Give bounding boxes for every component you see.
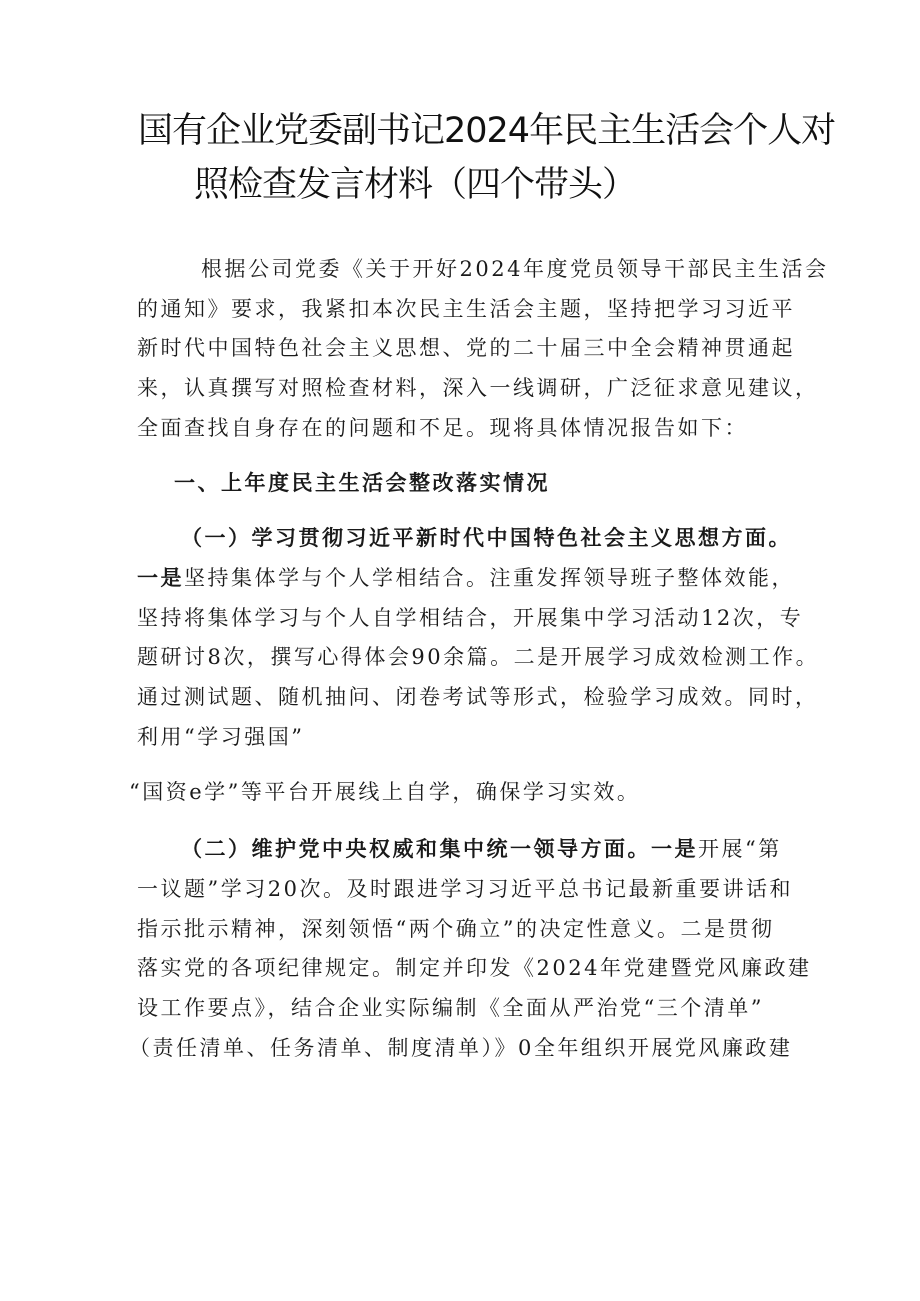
document-title (138, 104, 836, 212)
body-line: （责任清单、任务清单、制度清单）》0全年组织开展党风廉政建 (129, 1035, 793, 1060)
intro-line: 根据公司党委《关于开好2024年度党员领导干部民主生活会 (201, 257, 829, 281)
body-line: “国资e学”等平台开展线上自学，确保学习实效。 (129, 780, 641, 805)
document-body (129, 250, 829, 1068)
intro-line: 全面查找自身存在的问题和不足。现将具体情况报告如下： (137, 415, 748, 440)
section-heading-1: 一、上年度民主生活会整改落实情况 (174, 469, 550, 495)
body-line: 指示批示精神，深刻领悟“两个确立”的决定性意义。二是贯彻 (137, 916, 775, 941)
sub-section-2 (129, 829, 812, 1068)
body-line: 落实党的各项纪律规定。制定并印发《2024年党建暨党风廉政建 (137, 956, 812, 981)
title-line-1: 国有企业党委副书记2024年民主生活会个人对 (138, 111, 836, 151)
lead-marker: 一是 (137, 564, 184, 590)
sub-section-1-heading: （一）学习贯彻习近平新时代中国特色社会主义思想方面。 (181, 525, 792, 551)
body-line: 坚持将集体学习与个人自学相结合，开展集中学习活动12次，专 (137, 605, 804, 630)
body-text: 开展“第 (698, 837, 782, 862)
title-line-2: 照检查发言材料（四个带头） (194, 165, 637, 205)
body-line: 一议题”学习20次。及时跟进学习习近平总书记最新重要讲话和 (137, 876, 793, 901)
intro-line: 来，认真撰写对照检查材料，深入一线调研，广泛征求意见建议， (137, 376, 819, 401)
body-line: 坚持集体学与个人学相结合。注重发挥领导班子整体效能， (184, 565, 795, 590)
body-line: 题研讨8次，撰写心得体会90余篇。二是开展学习成效检测工作。 (137, 645, 820, 670)
body-line: 通过测试题、随机抽问、闭卷考试等形式，检验学习成效。同时， (137, 685, 819, 710)
sub-section-1 (129, 518, 820, 813)
intro-line: 的通知》要求，我紧扣本次民主生活会主题，坚持把学习习近平 (137, 296, 795, 321)
body-line: 设工作要点》，结合企业实际编制《全面从严治党“三个清单” (137, 995, 764, 1020)
lead-marker: 一是 (651, 836, 698, 862)
intro-paragraph (137, 250, 829, 449)
sub-section-2-heading: （二）维护党中央权威和集中统一领导方面。 (181, 836, 651, 862)
intro-line: 新时代中国特色社会主义思想、党的二十届三中全会精神贯通起 (137, 336, 795, 361)
body-line: 利用“学习强国” (137, 724, 305, 749)
